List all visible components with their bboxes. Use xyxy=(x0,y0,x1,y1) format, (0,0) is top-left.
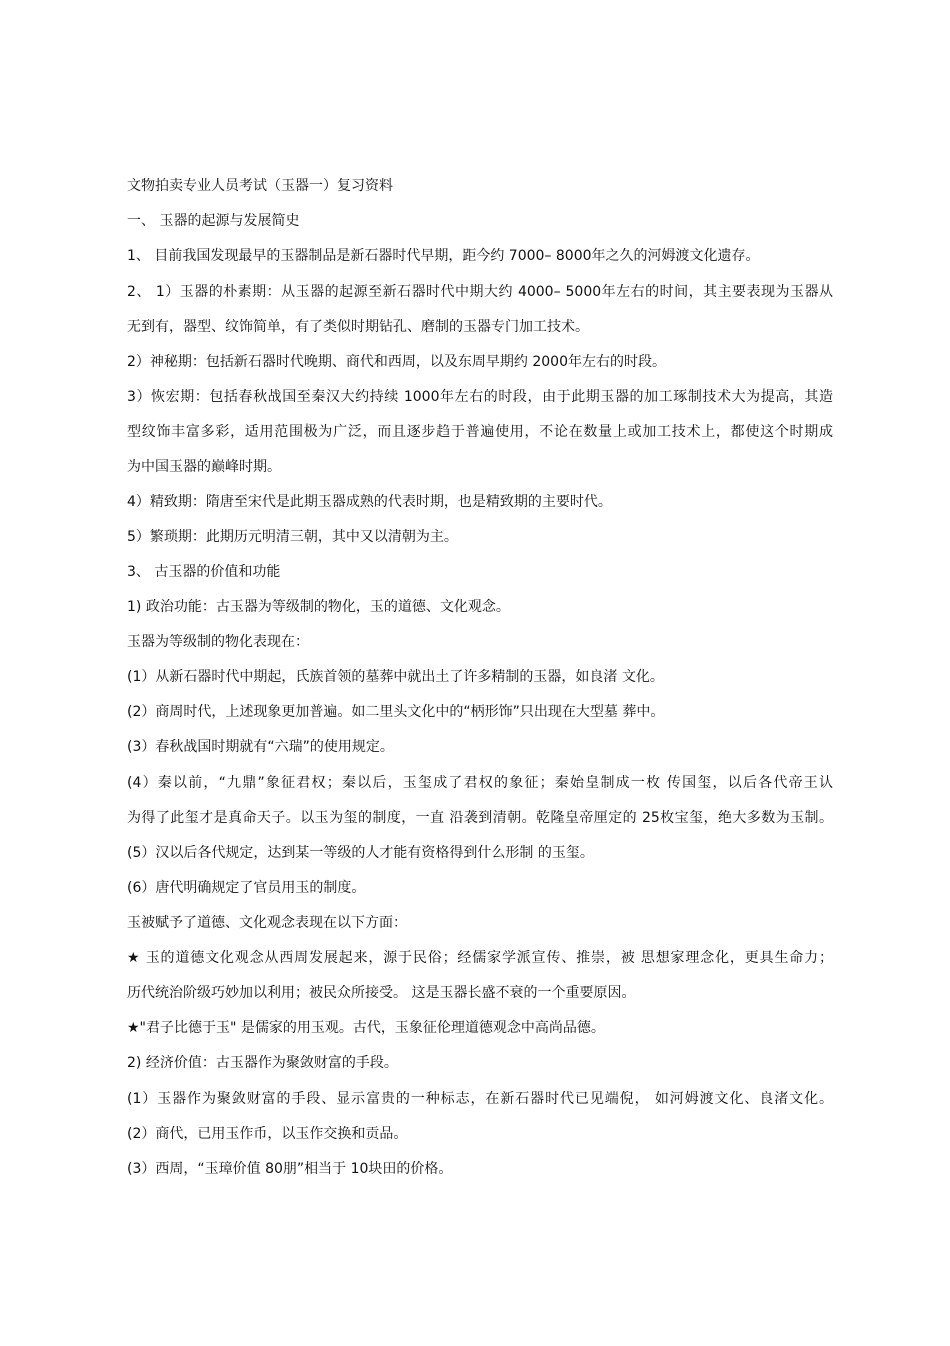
list-item: (5）汉以后各代规定，达到某一等级的人才能有资格得到什么形制 的玉玺。 xyxy=(127,845,594,861)
list-item: (3）春秋战国时期就有“六瑞”的使用规定。 xyxy=(127,739,394,755)
paragraph-line: 2）神秘期：包括新石器时代晚期、商代和西周，以及东周早期约 2000年左右的时段。 xyxy=(127,354,666,370)
list-item: (2）商代，已用玉作币，以玉作交换和贡品。 xyxy=(127,1126,408,1142)
paragraph-line: 玉器为等级制的物化表现在： xyxy=(127,634,309,650)
paragraph-line: 1、 目前我国发现最早的玉器制品是新石器时代早期，距今约 7000– 8000年之久的河姆渡文化遗存。 xyxy=(127,248,760,264)
list-item: (1）从新石器时代中期起，氏族首领的墓葬中就出土了许多精制的玉器，如良渚 文化。 xyxy=(127,669,664,685)
section-heading: 一、 玉器的起源与发展简史 xyxy=(127,213,300,229)
list-item: (3）西周，“玉璋价值 80朋”相当于 10块田的价格。 xyxy=(127,1161,453,1177)
list-item: (1）玉器作为聚敛财富的手段、显示富贵的一种标志，在新石器时代已见端倪， 如河姆渡文化、良渚文化。 xyxy=(127,1091,833,1107)
paragraph-line: 2、 1）玉器的朴素期：从玉器的起源至新石器时代中期大约 4000– 5000年左右的时间，其主要表现为玉器从 xyxy=(127,284,833,300)
paragraph-line: 历代统治阶级巧妙加以利用；被民众所接受。 这是玉器长盛不衰的一个重要原因。 xyxy=(127,985,636,1001)
document-title: 文物拍卖专业人员考试（玉器一）复习资料 xyxy=(127,178,393,194)
paragraph-line: 无到有，器型、纹饰简单，有了类似时期钻孔、磨制的玉器专门加工技术。 xyxy=(127,319,589,335)
section-heading: 3、 古玉器的价值和功能 xyxy=(127,564,281,580)
paragraph-line: 2) 经济价值：古玉器作为聚敛财富的手段。 xyxy=(127,1055,398,1071)
paragraph-line: 5）繁琐期：此期历元明清三朝，其中又以清朝为主。 xyxy=(127,529,458,545)
list-item: 为得了此玺才是真命天子。以玉为玺的制度，一直 沿袭到清朝。乾隆皇帝厘定的 25枚宝玺，绝大多数为玉制。 xyxy=(127,810,833,826)
paragraph-line: 玉被赋予了道德、文化观念表现在以下方面： xyxy=(127,915,407,931)
paragraph-line: 1) 政治功能：古玉器为等级制的物化，玉的道德、文化观念。 xyxy=(127,599,510,615)
star-bullet-item: ★"君子比德于玉" 是儒家的用玉观。古代，玉象征伦理道德观念中高尚品德。 xyxy=(127,1020,605,1036)
star-bullet-item: ★ 玉的道德文化观念从西周发展起来，源于民俗；经儒家学派宣传、推崇，被 思想家理念化，更具生命力； xyxy=(127,950,833,966)
list-item: (2）商周时代，上述现象更加普遍。如二里头文化中的“柄形饰”只出现在大型墓 葬中。 xyxy=(127,704,665,720)
list-item: (4）秦以前，“九鼎”象征君权；秦以后，玉玺成了君权的象征；秦始皇制成一枚 传国玺，以后各代帝王认 xyxy=(127,775,833,791)
paragraph-line: 为中国玉器的巅峰时期。 xyxy=(127,459,281,475)
paragraph-line: 型纹饰丰富多彩，适用范围极为广泛，而且逐步趋于普遍使用，不论在数量上或加工技术上，都使这个时期成 xyxy=(127,424,833,440)
list-item: (6）唐代明确规定了官员用玉的制度。 xyxy=(127,880,366,896)
paragraph-line: 3）恢宏期：包括春秋战国至秦汉大约持续 1000年左右的时段，由于此期玉器的加工琢制技术大为提高，其造 xyxy=(127,389,833,405)
paragraph-line: 4）精致期：隋唐至宋代是此期玉器成熟的代表时期，也是精致期的主要时代。 xyxy=(127,494,612,510)
